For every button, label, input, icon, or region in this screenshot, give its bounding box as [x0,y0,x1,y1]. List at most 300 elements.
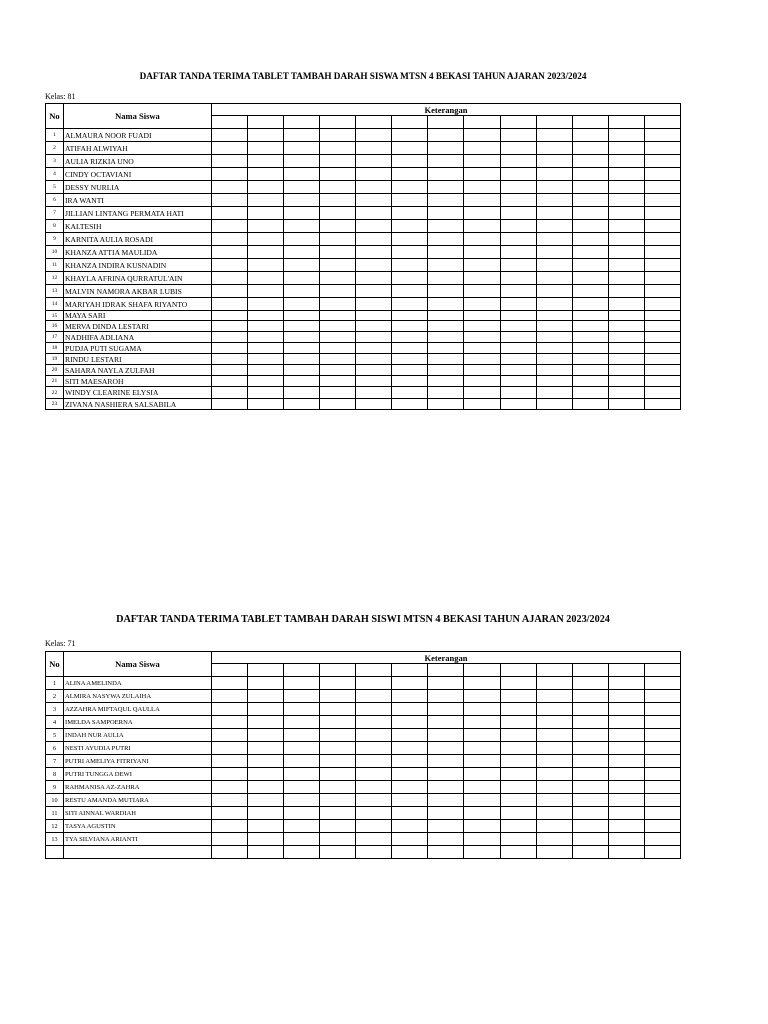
keterangan-cell[interactable] [320,755,356,768]
keterangan-cell[interactable] [536,716,572,729]
keterangan-cell[interactable] [428,155,464,168]
keterangan-cell[interactable] [428,781,464,794]
keterangan-cell[interactable] [608,387,644,399]
keterangan-cell[interactable] [428,729,464,742]
keterangan-cell[interactable] [212,181,248,194]
keterangan-cell[interactable] [428,376,464,387]
keterangan-cell[interactable] [608,354,644,365]
keterangan-cell[interactable] [500,298,536,311]
keterangan-cell[interactable] [572,233,608,246]
keterangan-cell[interactable] [644,703,680,716]
keterangan-cell[interactable] [428,755,464,768]
keterangan-cell[interactable] [536,181,572,194]
keterangan-cell[interactable] [644,168,680,181]
keterangan-cell[interactable] [356,354,392,365]
keterangan-cell[interactable] [464,794,500,807]
keterangan-cell[interactable] [356,155,392,168]
keterangan-cell[interactable] [464,311,500,321]
keterangan-cell[interactable] [356,220,392,233]
keterangan-cell[interactable] [608,729,644,742]
keterangan-cell[interactable] [644,677,680,690]
keterangan-cell[interactable] [284,376,320,387]
keterangan-cell[interactable] [608,321,644,332]
keterangan-cell[interactable] [284,716,320,729]
keterangan-cell[interactable] [428,321,464,332]
keterangan-cell[interactable] [356,298,392,311]
keterangan-cell[interactable] [248,365,284,376]
keterangan-cell[interactable] [572,716,608,729]
keterangan-cell[interactable] [356,233,392,246]
keterangan-cell[interactable] [464,194,500,207]
keterangan-cell[interactable] [464,272,500,285]
keterangan-cell[interactable] [644,833,680,846]
keterangan-cell[interactable] [392,807,428,820]
keterangan-cell[interactable] [392,387,428,399]
keterangan-cell[interactable] [500,833,536,846]
keterangan-cell[interactable] [572,142,608,155]
keterangan-cell[interactable] [500,755,536,768]
keterangan-cell[interactable] [392,703,428,716]
keterangan-cell[interactable] [284,168,320,181]
keterangan-cell[interactable] [644,332,680,343]
keterangan-cell[interactable] [248,846,284,859]
keterangan-cell[interactable] [320,129,356,142]
keterangan-cell[interactable] [284,181,320,194]
keterangan-cell[interactable] [536,690,572,703]
keterangan-cell[interactable] [356,181,392,194]
keterangan-cell[interactable] [248,703,284,716]
keterangan-cell[interactable] [356,285,392,298]
keterangan-cell[interactable] [356,259,392,272]
keterangan-cell[interactable] [320,729,356,742]
keterangan-cell[interactable] [644,311,680,321]
keterangan-cell[interactable] [428,794,464,807]
keterangan-cell[interactable] [248,729,284,742]
keterangan-cell[interactable] [284,755,320,768]
keterangan-cell[interactable] [536,142,572,155]
keterangan-cell[interactable] [536,285,572,298]
keterangan-cell[interactable] [356,246,392,259]
keterangan-cell[interactable] [644,233,680,246]
keterangan-cell[interactable] [608,376,644,387]
keterangan-cell[interactable] [464,155,500,168]
keterangan-cell[interactable] [428,129,464,142]
keterangan-cell[interactable] [572,207,608,220]
keterangan-cell[interactable] [536,220,572,233]
keterangan-cell[interactable] [212,332,248,343]
keterangan-cell[interactable] [464,233,500,246]
keterangan-cell[interactable] [356,311,392,321]
keterangan-cell[interactable] [536,129,572,142]
keterangan-cell[interactable] [212,142,248,155]
keterangan-cell[interactable] [500,207,536,220]
keterangan-cell[interactable] [212,399,248,410]
keterangan-cell[interactable] [644,220,680,233]
keterangan-cell[interactable] [392,194,428,207]
keterangan-cell[interactable] [608,285,644,298]
keterangan-cell[interactable] [212,129,248,142]
keterangan-cell[interactable] [392,399,428,410]
keterangan-cell[interactable] [284,781,320,794]
keterangan-cell[interactable] [644,729,680,742]
keterangan-cell[interactable] [356,365,392,376]
keterangan-cell[interactable] [608,820,644,833]
keterangan-cell[interactable] [644,272,680,285]
keterangan-cell[interactable] [284,807,320,820]
keterangan-cell[interactable] [248,807,284,820]
keterangan-cell[interactable] [536,376,572,387]
keterangan-cell[interactable] [536,233,572,246]
keterangan-cell[interactable] [284,285,320,298]
keterangan-cell[interactable] [428,820,464,833]
keterangan-cell[interactable] [608,332,644,343]
keterangan-cell[interactable] [212,846,248,859]
keterangan-cell[interactable] [248,332,284,343]
keterangan-cell[interactable] [500,259,536,272]
keterangan-cell[interactable] [644,155,680,168]
keterangan-cell[interactable] [392,755,428,768]
keterangan-cell[interactable] [464,729,500,742]
keterangan-cell[interactable] [248,168,284,181]
keterangan-cell[interactable] [608,207,644,220]
keterangan-cell[interactable] [536,155,572,168]
keterangan-cell[interactable] [248,142,284,155]
keterangan-cell[interactable] [320,354,356,365]
keterangan-cell[interactable] [356,129,392,142]
keterangan-cell[interactable] [608,807,644,820]
keterangan-cell[interactable] [284,387,320,399]
keterangan-cell[interactable] [644,246,680,259]
keterangan-cell[interactable] [212,246,248,259]
keterangan-cell[interactable] [284,207,320,220]
keterangan-cell[interactable] [536,755,572,768]
keterangan-cell[interactable] [500,332,536,343]
keterangan-cell[interactable] [500,716,536,729]
keterangan-cell[interactable] [356,399,392,410]
keterangan-cell[interactable] [284,729,320,742]
keterangan-cell[interactable] [356,207,392,220]
keterangan-cell[interactable] [464,354,500,365]
keterangan-cell[interactable] [392,168,428,181]
keterangan-cell[interactable] [356,332,392,343]
keterangan-cell[interactable] [644,755,680,768]
keterangan-cell[interactable] [464,168,500,181]
keterangan-cell[interactable] [212,233,248,246]
keterangan-cell[interactable] [284,399,320,410]
keterangan-cell[interactable] [248,129,284,142]
keterangan-cell[interactable] [320,321,356,332]
keterangan-cell[interactable] [248,376,284,387]
keterangan-cell[interactable] [572,376,608,387]
keterangan-cell[interactable] [500,285,536,298]
keterangan-cell[interactable] [212,690,248,703]
keterangan-cell[interactable] [536,194,572,207]
keterangan-cell[interactable] [500,272,536,285]
keterangan-cell[interactable] [536,354,572,365]
keterangan-cell[interactable] [212,794,248,807]
keterangan-cell[interactable] [320,181,356,194]
keterangan-cell[interactable] [500,742,536,755]
keterangan-cell[interactable] [644,181,680,194]
keterangan-cell[interactable] [464,129,500,142]
keterangan-cell[interactable] [320,742,356,755]
keterangan-cell[interactable] [536,259,572,272]
keterangan-cell[interactable] [464,321,500,332]
keterangan-cell[interactable] [644,298,680,311]
keterangan-cell[interactable] [284,343,320,354]
keterangan-cell[interactable] [500,354,536,365]
keterangan-cell[interactable] [572,677,608,690]
keterangan-cell[interactable] [320,285,356,298]
keterangan-cell[interactable] [464,399,500,410]
keterangan-cell[interactable] [464,220,500,233]
keterangan-cell[interactable] [392,220,428,233]
keterangan-cell[interactable] [212,729,248,742]
keterangan-cell[interactable] [644,399,680,410]
keterangan-cell[interactable] [320,820,356,833]
keterangan-cell[interactable] [284,677,320,690]
keterangan-cell[interactable] [212,298,248,311]
keterangan-cell[interactable] [320,387,356,399]
keterangan-cell[interactable] [572,354,608,365]
keterangan-cell[interactable] [284,129,320,142]
keterangan-cell[interactable] [356,729,392,742]
keterangan-cell[interactable] [572,194,608,207]
keterangan-cell[interactable] [392,820,428,833]
keterangan-cell[interactable] [428,677,464,690]
keterangan-cell[interactable] [392,181,428,194]
keterangan-cell[interactable] [320,807,356,820]
keterangan-cell[interactable] [392,376,428,387]
keterangan-cell[interactable] [572,794,608,807]
keterangan-cell[interactable] [356,742,392,755]
keterangan-cell[interactable] [392,246,428,259]
keterangan-cell[interactable] [428,311,464,321]
keterangan-cell[interactable] [536,311,572,321]
keterangan-cell[interactable] [500,399,536,410]
keterangan-cell[interactable] [500,820,536,833]
keterangan-cell[interactable] [572,181,608,194]
keterangan-cell[interactable] [464,298,500,311]
keterangan-cell[interactable] [536,820,572,833]
keterangan-cell[interactable] [608,755,644,768]
keterangan-cell[interactable] [284,846,320,859]
keterangan-cell[interactable] [536,768,572,781]
keterangan-cell[interactable] [284,690,320,703]
keterangan-cell[interactable] [536,833,572,846]
keterangan-cell[interactable] [320,399,356,410]
keterangan-cell[interactable] [464,716,500,729]
keterangan-cell[interactable] [644,716,680,729]
keterangan-cell[interactable] [212,207,248,220]
keterangan-cell[interactable] [320,272,356,285]
keterangan-cell[interactable] [284,820,320,833]
keterangan-cell[interactable] [356,321,392,332]
keterangan-cell[interactable] [320,194,356,207]
keterangan-cell[interactable] [212,755,248,768]
keterangan-cell[interactable] [212,703,248,716]
keterangan-cell[interactable] [536,246,572,259]
keterangan-cell[interactable] [428,807,464,820]
keterangan-cell[interactable] [428,272,464,285]
keterangan-cell[interactable] [212,155,248,168]
keterangan-cell[interactable] [284,194,320,207]
keterangan-cell[interactable] [320,207,356,220]
keterangan-cell[interactable] [536,321,572,332]
keterangan-cell[interactable] [536,387,572,399]
keterangan-cell[interactable] [356,703,392,716]
keterangan-cell[interactable] [356,168,392,181]
keterangan-cell[interactable] [284,321,320,332]
keterangan-cell[interactable] [572,742,608,755]
keterangan-cell[interactable] [392,155,428,168]
keterangan-cell[interactable] [248,321,284,332]
keterangan-cell[interactable] [572,220,608,233]
keterangan-cell[interactable] [212,807,248,820]
keterangan-cell[interactable] [644,387,680,399]
keterangan-cell[interactable] [608,194,644,207]
keterangan-cell[interactable] [536,399,572,410]
keterangan-cell[interactable] [248,354,284,365]
keterangan-cell[interactable] [428,354,464,365]
keterangan-cell[interactable] [392,332,428,343]
keterangan-cell[interactable] [572,343,608,354]
keterangan-cell[interactable] [248,833,284,846]
keterangan-cell[interactable] [392,677,428,690]
keterangan-cell[interactable] [572,781,608,794]
keterangan-cell[interactable] [428,220,464,233]
keterangan-cell[interactable] [500,807,536,820]
keterangan-cell[interactable] [248,246,284,259]
keterangan-cell[interactable] [500,365,536,376]
keterangan-cell[interactable] [572,807,608,820]
keterangan-cell[interactable] [428,768,464,781]
keterangan-cell[interactable] [356,716,392,729]
keterangan-cell[interactable] [320,768,356,781]
keterangan-cell[interactable] [500,703,536,716]
keterangan-cell[interactable] [608,298,644,311]
keterangan-cell[interactable] [212,742,248,755]
keterangan-cell[interactable] [428,285,464,298]
keterangan-cell[interactable] [248,343,284,354]
keterangan-cell[interactable] [500,794,536,807]
keterangan-cell[interactable] [392,742,428,755]
keterangan-cell[interactable] [572,246,608,259]
keterangan-cell[interactable] [572,168,608,181]
keterangan-cell[interactable] [464,376,500,387]
keterangan-cell[interactable] [284,220,320,233]
keterangan-cell[interactable] [608,399,644,410]
keterangan-cell[interactable] [500,343,536,354]
keterangan-cell[interactable] [392,343,428,354]
keterangan-cell[interactable] [572,703,608,716]
keterangan-cell[interactable] [464,742,500,755]
keterangan-cell[interactable] [464,332,500,343]
keterangan-cell[interactable] [572,259,608,272]
keterangan-cell[interactable] [428,387,464,399]
keterangan-cell[interactable] [608,846,644,859]
keterangan-cell[interactable] [644,376,680,387]
keterangan-cell[interactable] [608,142,644,155]
keterangan-cell[interactable] [428,332,464,343]
keterangan-cell[interactable] [464,755,500,768]
keterangan-cell[interactable] [644,768,680,781]
keterangan-cell[interactable] [392,298,428,311]
keterangan-cell[interactable] [464,343,500,354]
keterangan-cell[interactable] [464,768,500,781]
keterangan-cell[interactable] [464,807,500,820]
keterangan-cell[interactable] [644,742,680,755]
keterangan-cell[interactable] [500,220,536,233]
keterangan-cell[interactable] [644,142,680,155]
keterangan-cell[interactable] [536,168,572,181]
keterangan-cell[interactable] [644,781,680,794]
keterangan-cell[interactable] [212,354,248,365]
keterangan-cell[interactable] [248,298,284,311]
keterangan-cell[interactable] [320,311,356,321]
keterangan-cell[interactable] [536,794,572,807]
keterangan-cell[interactable] [644,321,680,332]
keterangan-cell[interactable] [608,168,644,181]
keterangan-cell[interactable] [500,768,536,781]
keterangan-cell[interactable] [572,365,608,376]
keterangan-cell[interactable] [284,259,320,272]
keterangan-cell[interactable] [320,690,356,703]
keterangan-cell[interactable] [212,311,248,321]
keterangan-cell[interactable] [572,155,608,168]
keterangan-cell[interactable] [248,399,284,410]
keterangan-cell[interactable] [644,259,680,272]
keterangan-cell[interactable] [284,142,320,155]
keterangan-cell[interactable] [392,311,428,321]
keterangan-cell[interactable] [464,259,500,272]
keterangan-cell[interactable] [428,181,464,194]
keterangan-cell[interactable] [464,246,500,259]
keterangan-cell[interactable] [392,142,428,155]
keterangan-cell[interactable] [392,794,428,807]
keterangan-cell[interactable] [212,220,248,233]
keterangan-cell[interactable] [392,272,428,285]
keterangan-cell[interactable] [284,354,320,365]
keterangan-cell[interactable] [284,365,320,376]
keterangan-cell[interactable] [644,343,680,354]
keterangan-cell[interactable] [392,846,428,859]
keterangan-cell[interactable] [320,168,356,181]
keterangan-cell[interactable] [212,768,248,781]
keterangan-cell[interactable] [320,259,356,272]
keterangan-cell[interactable] [212,781,248,794]
keterangan-cell[interactable] [464,142,500,155]
keterangan-cell[interactable] [212,677,248,690]
keterangan-cell[interactable] [248,207,284,220]
keterangan-cell[interactable] [248,285,284,298]
keterangan-cell[interactable] [212,168,248,181]
keterangan-cell[interactable] [536,846,572,859]
keterangan-cell[interactable] [500,387,536,399]
keterangan-cell[interactable] [464,846,500,859]
keterangan-cell[interactable] [392,207,428,220]
keterangan-cell[interactable] [356,142,392,155]
keterangan-cell[interactable] [428,365,464,376]
keterangan-cell[interactable] [248,716,284,729]
keterangan-cell[interactable] [500,690,536,703]
keterangan-cell[interactable] [392,129,428,142]
keterangan-cell[interactable] [500,376,536,387]
keterangan-cell[interactable] [500,781,536,794]
keterangan-cell[interactable] [248,233,284,246]
keterangan-cell[interactable] [644,365,680,376]
keterangan-cell[interactable] [464,703,500,716]
